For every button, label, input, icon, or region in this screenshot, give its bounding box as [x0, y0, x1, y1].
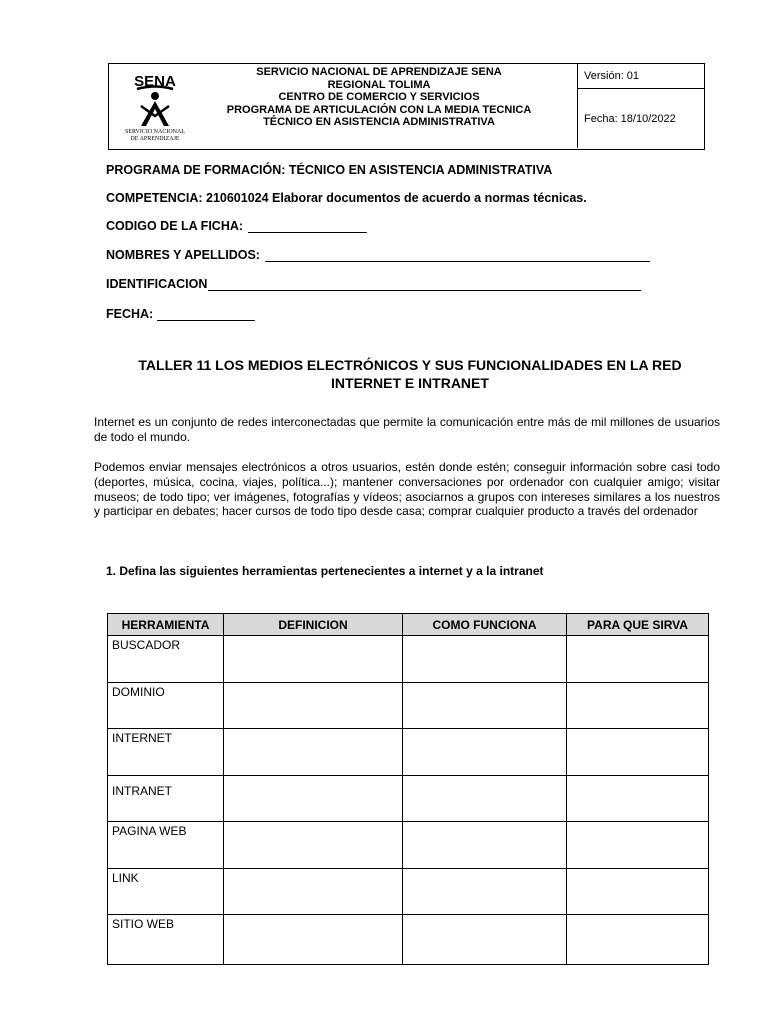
purpose-cell[interactable]: [567, 683, 709, 729]
logo-caption: [115, 129, 195, 143]
column-header-definicion: DEFINICION: [224, 614, 403, 636]
title-line: INTERNET E INTRANET: [331, 375, 489, 391]
intro-paragraph: Internet es un conjunto de redes interconectadas que permite la comunicación entre más de mil millones de usuarios de todo el mundo.: [94, 415, 720, 444]
table-header-row: [108, 614, 709, 636]
table-row: [108, 636, 709, 683]
how-it-works-cell[interactable]: [403, 915, 567, 965]
date-label: Fecha: 18/10/2022: [584, 113, 676, 125]
question-1: 1. Defina las siguientes herramientas pertenecientes a internet y a la intranet: [106, 564, 544, 578]
how-it-works-cell[interactable]: [403, 683, 567, 729]
table-row: [108, 776, 709, 822]
identificacion-label: IDENTIFICACION: [106, 277, 208, 291]
header-line: REGIONAL TOLIMA: [327, 78, 431, 91]
header-titles: [179, 66, 579, 129]
header-line: SERVICIO NACIONAL DE APRENDIZAJE SENA: [256, 66, 502, 78]
purpose-cell[interactable]: [567, 869, 709, 915]
codigo-ficha-blank[interactable]: [248, 232, 367, 233]
table-row: [108, 915, 709, 965]
how-it-works-cell[interactable]: [403, 776, 567, 822]
competencia-field: COMPETENCIA: 210601024 Elaborar documentos de acuerdo a normas técnicas.: [106, 191, 587, 205]
purpose-cell[interactable]: [567, 636, 709, 683]
how-it-works-cell[interactable]: [403, 869, 567, 915]
definition-cell[interactable]: [224, 729, 403, 776]
definition-cell[interactable]: [224, 915, 403, 965]
header-left-cell: [109, 64, 577, 148]
purpose-cell[interactable]: [567, 729, 709, 776]
row-label: PAGINA WEB: [108, 822, 224, 869]
header-right-cell: [577, 64, 704, 148]
table-row: [108, 729, 709, 776]
table-row: [108, 869, 709, 915]
identificacion-blank[interactable]: [208, 290, 641, 291]
row-label: INTRANET: [108, 776, 224, 822]
nombres-blank[interactable]: [265, 261, 650, 262]
nombres-label: NOMBRES Y APELLIDOS:: [106, 248, 260, 262]
definition-cell[interactable]: [224, 776, 403, 822]
header-line: CENTRO DE COMERCIO Y SERVICIOS: [278, 91, 480, 103]
column-header-para-que-sirva: PARA QUE SIRVA: [567, 614, 709, 636]
row-label: INTERNET: [108, 729, 224, 776]
version-label: Versión: 01: [578, 64, 704, 89]
document-header: [108, 63, 705, 150]
table-row: [108, 683, 709, 729]
definition-cell[interactable]: [224, 869, 403, 915]
definition-cell[interactable]: [224, 822, 403, 869]
logo-caption-line: DE APRENDIZAJE: [130, 136, 180, 142]
row-label: DOMINIO: [108, 683, 224, 729]
fecha-blank[interactable]: [157, 320, 255, 321]
purpose-cell[interactable]: [567, 822, 709, 869]
definition-cell[interactable]: [224, 683, 403, 729]
definition-cell[interactable]: [224, 636, 403, 683]
row-label: LINK: [108, 869, 224, 915]
how-it-works-cell[interactable]: [403, 636, 567, 683]
fecha-label: FECHA:: [106, 307, 154, 321]
column-header-como-funciona: COMO FUNCIONA: [403, 614, 567, 636]
how-it-works-cell[interactable]: [403, 729, 567, 776]
header-line: TÉCNICO EN ASISTENCIA ADMINISTRATIVA: [263, 116, 495, 128]
purpose-cell[interactable]: [567, 776, 709, 822]
how-it-works-cell[interactable]: [403, 822, 567, 869]
row-label: SITIO WEB: [108, 915, 224, 965]
programa-field: PROGRAMA DE FORMACIÓN: TÉCNICO EN ASISTENCIA ADMINISTRATIVA: [106, 163, 553, 177]
title-line: TALLER 11 LOS MEDIOS ELECTRÓNICOS Y SUS FUNCIONALIDADES EN LA RED: [138, 357, 682, 373]
header-line: PROGRAMA DE ARTICULACIÓN CON LA MEDIA TECNICA: [226, 103, 532, 116]
purpose-cell[interactable]: [567, 915, 709, 965]
page-title: [100, 356, 720, 392]
uses-paragraph: Podemos enviar mensajes electrónicos a otros usuarios, estén donde estén; conseguir información sobre casi todo (deportes, música, cocina, viajes, política...); mantener conversaciones por ordenador con cualquier amigo; visitar museos; de todo tipo; ver imágenes, fotografías y vídeos; asociarnos a grupos con intereses similares a los nuestros y participar en debates; hacer cursos de todo tipo desde casa; comprar cualquier producto a través del ordenador: [94, 460, 720, 519]
codigo-ficha-label: CODIGO DE LA FICHA:: [106, 219, 244, 233]
column-header-herramienta: HERRAMIENTA: [108, 614, 224, 636]
row-label: BUSCADOR: [108, 636, 224, 683]
logo-caption-line: SERVICIO NACIONAL: [124, 129, 186, 135]
tools-table: [107, 613, 709, 965]
table-row: [108, 822, 709, 869]
logo-wordmark: SENA: [134, 73, 176, 90]
